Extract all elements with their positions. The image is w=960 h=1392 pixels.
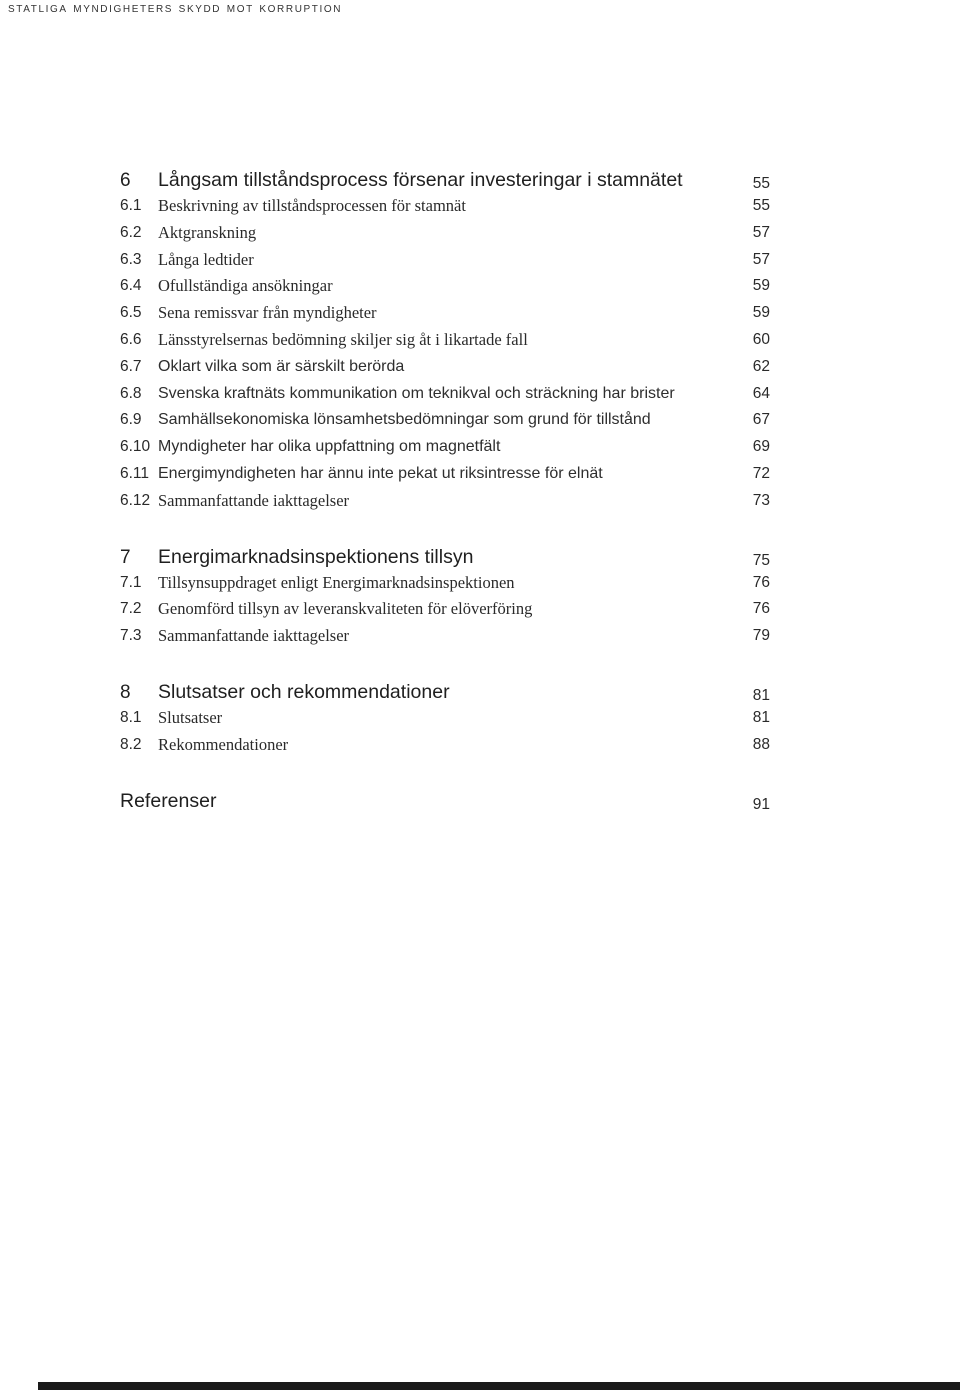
toc-entry[interactable] — [120, 300, 770, 327]
chapter-heading[interactable] — [120, 164, 770, 193]
page-number: 62 — [752, 357, 770, 375]
toc-entry[interactable] — [120, 247, 770, 274]
section-number: 6.6 — [120, 330, 142, 348]
section-title: Tillsynsuppdraget enligt Energimarknadsinspektionen — [158, 572, 515, 592]
page-number: 72 — [752, 464, 770, 482]
section-number: 8.1 — [120, 708, 142, 726]
section-number: 6.3 — [120, 250, 142, 268]
chapter-number: 7 — [120, 546, 131, 568]
section-title: Långa ledtider — [158, 249, 254, 269]
section-number: 6.12 — [120, 491, 151, 509]
section-title: Sena remissvar från myndigheter — [158, 303, 377, 323]
toc-chapter-7 — [120, 541, 770, 650]
section-title: Svenska kraftnäts kommunikation om teknikval och sträckning har brister — [158, 384, 675, 402]
toc-entry[interactable] — [120, 705, 770, 732]
section-number: 6.2 — [120, 223, 142, 241]
section-title: Beskrivning av tillståndsprocessen för stamnät — [158, 196, 466, 215]
page-number: 55 — [752, 197, 770, 214]
section-number: 7.1 — [120, 573, 142, 591]
section-number: 6.1 — [120, 197, 142, 214]
toc-entry[interactable] — [120, 570, 770, 597]
section-title: Oklart vilka som är särskilt berörda — [158, 357, 405, 375]
toc-entry[interactable] — [120, 354, 770, 381]
page-number: 67 — [752, 411, 770, 429]
chapter-title: Långsam tillståndsprocess försenar investeringar i stamnätet — [158, 169, 683, 191]
section-number: 6.5 — [120, 304, 142, 322]
toc-references — [120, 785, 770, 814]
section-title: Sammanfattande iakttagelser — [158, 490, 350, 510]
section-number: 7.2 — [120, 600, 142, 618]
toc-entry[interactable] — [120, 623, 770, 650]
page-number: 60 — [752, 330, 770, 348]
toc-chapter-6 — [120, 164, 770, 515]
chapter-title: Energimarknadsinspektionens tillsyn — [158, 545, 474, 568]
page-number: 76 — [752, 600, 770, 618]
page-number: 75 — [752, 551, 770, 569]
chapter-number: 8 — [120, 681, 131, 703]
page-number: 91 — [752, 795, 770, 813]
page-number: 79 — [752, 627, 770, 645]
page-number: 81 — [752, 686, 770, 704]
section-title: Energimyndigheten har ännu inte pekat ut riksintresse för elnät — [158, 464, 603, 482]
page-number: 81 — [752, 708, 770, 726]
toc-chapter-8 — [120, 676, 770, 759]
section-number: 6.10 — [120, 438, 151, 456]
page-number: 64 — [752, 384, 770, 402]
section-title: Sammanfattande iakttagelser — [158, 626, 350, 646]
page-number: 69 — [752, 438, 770, 456]
section-title: Aktgranskning — [158, 222, 257, 242]
page-number: 59 — [752, 304, 770, 322]
page-number: 73 — [752, 491, 770, 509]
chapter-number: 6 — [120, 170, 131, 191]
section-list — [120, 570, 770, 650]
section-title: Myndigheter har olika uppfattning om magnetfält — [158, 438, 501, 456]
page-number: 76 — [752, 573, 770, 591]
section-list — [120, 193, 770, 515]
toc-entry[interactable] — [120, 596, 770, 623]
running-head: statliga myndigheters skydd mot korruption — [8, 0, 343, 16]
section-title: Rekommendationer — [158, 734, 289, 754]
page-number: 88 — [752, 735, 770, 753]
references-heading[interactable] — [120, 785, 770, 814]
section-number: 7.3 — [120, 627, 142, 645]
toc-entry[interactable] — [120, 220, 770, 247]
toc-entry[interactable] — [120, 407, 770, 434]
section-list — [120, 705, 770, 759]
page-number: 57 — [752, 250, 770, 268]
table-of-contents — [120, 164, 770, 814]
references-title: Referenser — [120, 789, 217, 812]
section-number: 6.7 — [120, 357, 142, 375]
section-title: Genomförd tillsyn av leveranskvaliteten för elöverföring — [158, 599, 533, 619]
toc-entry[interactable] — [120, 327, 770, 354]
page-number: 59 — [752, 277, 770, 295]
section-number: 6.8 — [120, 384, 142, 402]
section-number: 6.11 — [120, 464, 150, 482]
page-number: 57 — [752, 223, 770, 241]
section-title: Ofullständiga ansökningar — [158, 276, 333, 296]
toc-entry[interactable] — [120, 461, 770, 488]
section-number: 6.9 — [120, 411, 142, 429]
toc-entry[interactable] — [120, 273, 770, 300]
chapter-title: Slutsatser och rekommendationer — [158, 680, 450, 703]
toc-entry[interactable] — [120, 732, 770, 759]
section-number: 8.2 — [120, 735, 142, 753]
toc-entry[interactable] — [120, 488, 770, 515]
toc-entry[interactable] — [120, 381, 770, 408]
section-title: Länsstyrelsernas bedömning skiljer sig åt i likartade fall — [158, 329, 528, 349]
chapter-heading[interactable] — [120, 676, 770, 705]
section-title: Slutsatser — [158, 707, 223, 727]
section-number: 6.4 — [120, 277, 142, 295]
page-number: 55 — [752, 175, 770, 192]
footer-rule — [38, 1382, 960, 1390]
toc-entry[interactable] — [120, 193, 770, 220]
section-title: Samhällsekonomiska lönsamhetsbedömningar som grund för tillstånd — [158, 411, 651, 429]
toc-entry[interactable] — [120, 434, 770, 461]
chapter-heading[interactable] — [120, 541, 770, 570]
